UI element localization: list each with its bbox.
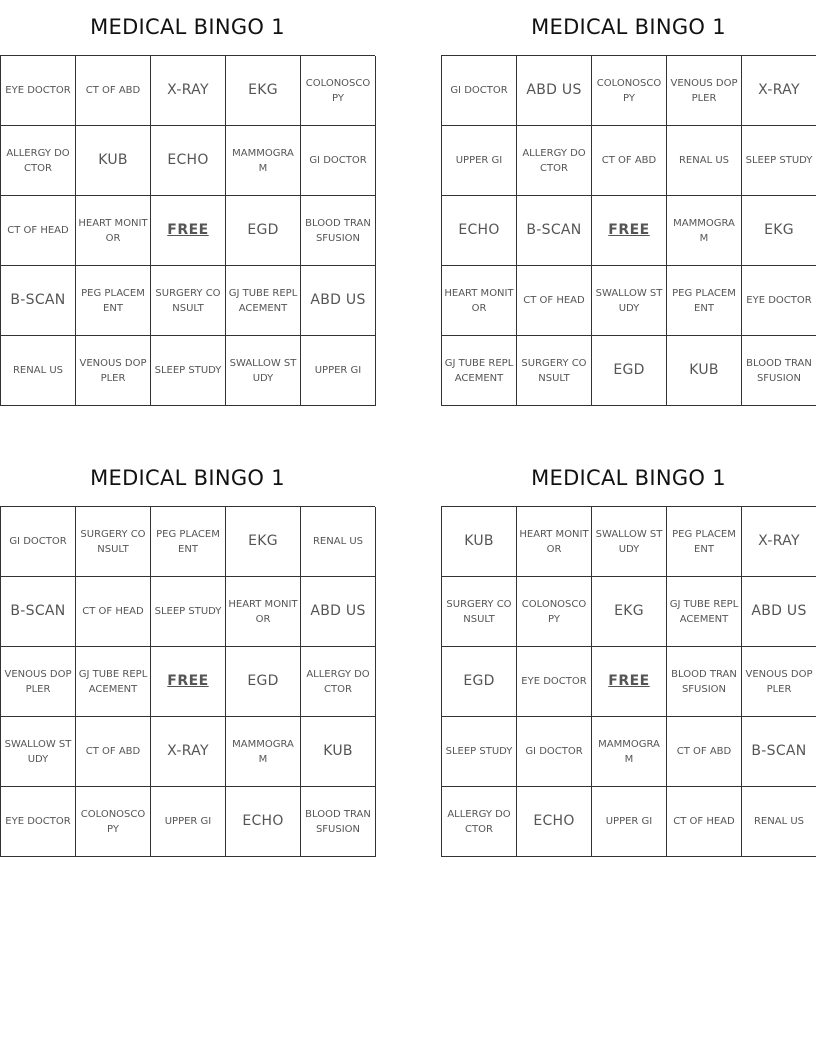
- bingo-cell: HEART MONITOR: [76, 196, 151, 266]
- bingo-cell: CT OF HEAD: [1, 196, 76, 266]
- bingo-grid: [441, 506, 816, 857]
- bingo-cell: ECHO: [151, 126, 226, 196]
- card-title: MEDICAL BINGO 1: [90, 466, 285, 490]
- bingo-cell: CT OF ABD: [592, 126, 667, 196]
- bingo-cell: ECHO: [226, 787, 301, 857]
- bingo-cell: COLONOSCOPY: [301, 56, 376, 126]
- bingo-cell: GJ TUBE REPLACEMENT: [667, 577, 742, 647]
- bingo-cell: SWALLOW STUDY: [1, 717, 76, 787]
- bingo-cell: ABD US: [517, 56, 592, 126]
- bingo-cell: GJ TUBE REPLACEMENT: [442, 336, 517, 406]
- bingo-cell: EKG: [742, 196, 816, 266]
- bingo-cell: B-SCAN: [1, 577, 76, 647]
- bingo-cell: CT OF HEAD: [76, 577, 151, 647]
- bingo-cell: SLEEP STUDY: [742, 126, 816, 196]
- bingo-cell: CT OF ABD: [76, 56, 151, 126]
- bingo-cell: ECHO: [517, 787, 592, 857]
- bingo-cell: X-RAY: [151, 717, 226, 787]
- bingo-cell: BLOOD TRANSFUSION: [301, 196, 376, 266]
- bingo-cell: UPPER GI: [301, 336, 376, 406]
- bingo-grid: [0, 506, 375, 857]
- bingo-cell: RENAL US: [301, 507, 376, 577]
- bingo-cell: BLOOD TRANSFUSION: [667, 647, 742, 717]
- bingo-cell: ABD US: [301, 577, 376, 647]
- bingo-cell: EGD: [226, 196, 301, 266]
- bingo-cell: ALLERGY DOCTOR: [301, 647, 376, 717]
- bingo-cell: VENOUS DOPPLER: [1, 647, 76, 717]
- bingo-cell: PEG PLACEMENT: [667, 507, 742, 577]
- bingo-cell: BLOOD TRANSFUSION: [742, 336, 816, 406]
- free-space-cell: FREE: [592, 647, 667, 717]
- bingo-cell: EKG: [592, 577, 667, 647]
- bingo-cell: GJ TUBE REPLACEMENT: [226, 266, 301, 336]
- bingo-card-2: [441, 12, 816, 406]
- bingo-cell: X-RAY: [742, 507, 816, 577]
- free-space-cell: FREE: [151, 196, 226, 266]
- bingo-cell: X-RAY: [742, 56, 816, 126]
- bingo-cell: EYE DOCTOR: [1, 787, 76, 857]
- bingo-grid: [441, 55, 816, 406]
- bingo-cell: SWALLOW STUDY: [592, 507, 667, 577]
- bingo-cell: EYE DOCTOR: [1, 56, 76, 126]
- bingo-cell: SWALLOW STUDY: [592, 266, 667, 336]
- bingo-cell: HEART MONITOR: [442, 266, 517, 336]
- bingo-cell: GJ TUBE REPLACEMENT: [76, 647, 151, 717]
- bingo-grid: [0, 55, 375, 406]
- bingo-cell: VENOUS DOPPLER: [742, 647, 816, 717]
- bingo-cell: ALLERGY DOCTOR: [1, 126, 76, 196]
- bingo-cell: ALLERGY DOCTOR: [442, 787, 517, 857]
- bingo-cell: SURGERY CONSULT: [517, 336, 592, 406]
- bingo-card-3: [0, 463, 375, 857]
- bingo-cell: COLONOSCOPY: [76, 787, 151, 857]
- bingo-cell: GI DOCTOR: [1, 507, 76, 577]
- bingo-cell: RENAL US: [667, 126, 742, 196]
- bingo-cell: COLONOSCOPY: [517, 577, 592, 647]
- bingo-cell: SURGERY CONSULT: [76, 507, 151, 577]
- bingo-cell: MAMMOGRAM: [667, 196, 742, 266]
- bingo-cell: EYE DOCTOR: [517, 647, 592, 717]
- bingo-cell: MAMMOGRAM: [226, 717, 301, 787]
- bingo-cell: KUB: [301, 717, 376, 787]
- bingo-cell: PEG PLACEMENT: [667, 266, 742, 336]
- bingo-cell: SLEEP STUDY: [442, 717, 517, 787]
- bingo-cell: PEG PLACEMENT: [151, 507, 226, 577]
- bingo-cell: RENAL US: [742, 787, 816, 857]
- bingo-cell: UPPER GI: [442, 126, 517, 196]
- bingo-cell: CT OF ABD: [76, 717, 151, 787]
- bingo-cell: GI DOCTOR: [301, 126, 376, 196]
- bingo-cell: ALLERGY DOCTOR: [517, 126, 592, 196]
- bingo-cell: SWALLOW STUDY: [226, 336, 301, 406]
- bingo-cell: HEART MONITOR: [226, 577, 301, 647]
- bingo-cell: BLOOD TRANSFUSION: [301, 787, 376, 857]
- bingo-cell: ECHO: [442, 196, 517, 266]
- bingo-cell: EYE DOCTOR: [742, 266, 816, 336]
- bingo-cell: VENOUS DOPPLER: [76, 336, 151, 406]
- bingo-cell: SLEEP STUDY: [151, 577, 226, 647]
- bingo-cell: UPPER GI: [151, 787, 226, 857]
- bingo-cell: VENOUS DOPPLER: [667, 56, 742, 126]
- bingo-cell: GI DOCTOR: [517, 717, 592, 787]
- bingo-cell: SLEEP STUDY: [151, 336, 226, 406]
- bingo-cell: UPPER GI: [592, 787, 667, 857]
- bingo-cell: GI DOCTOR: [442, 56, 517, 126]
- bingo-cell: KUB: [667, 336, 742, 406]
- bingo-cell: PEG PLACEMENT: [76, 266, 151, 336]
- card-title: MEDICAL BINGO 1: [531, 15, 726, 39]
- bingo-cell: B-SCAN: [517, 196, 592, 266]
- free-space-cell: FREE: [592, 196, 667, 266]
- bingo-cell: SURGERY CONSULT: [151, 266, 226, 336]
- bingo-cell: EGD: [592, 336, 667, 406]
- bingo-cell: HEART MONITOR: [517, 507, 592, 577]
- bingo-cell: CT OF ABD: [667, 717, 742, 787]
- card-title: MEDICAL BINGO 1: [531, 466, 726, 490]
- bingo-cell: B-SCAN: [1, 266, 76, 336]
- bingo-card-4: [441, 463, 816, 857]
- bingo-cell: B-SCAN: [742, 717, 816, 787]
- bingo-cell: MAMMOGRAM: [592, 717, 667, 787]
- bingo-cell: ABD US: [742, 577, 816, 647]
- bingo-cell: CT OF HEAD: [667, 787, 742, 857]
- bingo-cell: EGD: [226, 647, 301, 717]
- bingo-cell: SURGERY CONSULT: [442, 577, 517, 647]
- bingo-cell: X-RAY: [151, 56, 226, 126]
- bingo-cell: RENAL US: [1, 336, 76, 406]
- card-title: MEDICAL BINGO 1: [90, 15, 285, 39]
- free-space-cell: FREE: [151, 647, 226, 717]
- bingo-cell: MAMMOGRAM: [226, 126, 301, 196]
- bingo-cell: EGD: [442, 647, 517, 717]
- bingo-cell: COLONOSCOPY: [592, 56, 667, 126]
- bingo-cell: CT OF HEAD: [517, 266, 592, 336]
- bingo-card-1: [0, 12, 375, 406]
- bingo-cell: EKG: [226, 507, 301, 577]
- bingo-cell: EKG: [226, 56, 301, 126]
- bingo-cell: KUB: [442, 507, 517, 577]
- bingo-cell: KUB: [76, 126, 151, 196]
- bingo-cell: ABD US: [301, 266, 376, 336]
